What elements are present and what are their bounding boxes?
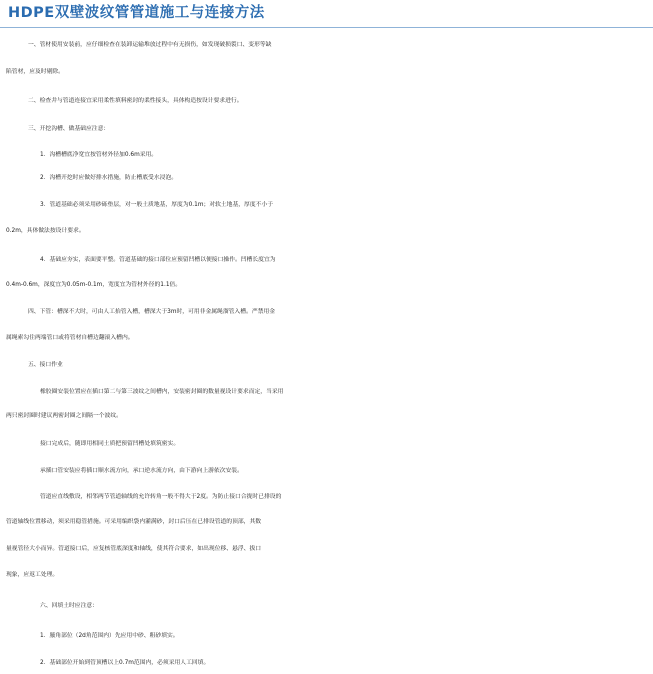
section-5-para-2: 接口完成后，随即用相同土质把预留凹槽处填筑密实。 bbox=[40, 441, 180, 447]
section-4-line-2: 属绳索勾住两端管口或将管材自槽边翻滚入槽内。 bbox=[6, 335, 134, 341]
section-5-heading: 五、接口作业 bbox=[28, 362, 63, 368]
section-3-item-3-line-2: 0.2m，具体做法按设计要求。 bbox=[6, 228, 85, 234]
section-3-item-1: 1．沟槽槽底净宽宜按管材外径加0.6m采用。 bbox=[40, 152, 158, 158]
section-3-heading: 三、开挖沟槽、做基础应注意： bbox=[28, 126, 110, 132]
section-6-heading: 六、回填土时应注意： bbox=[40, 603, 98, 609]
section-6-item-2: 2．基础部位开始到管顶槽以上0.7m范围内，必须采用人工回填。 bbox=[40, 660, 210, 666]
page-title: HDPE双壁波纹管管道施工与连接方法 bbox=[8, 5, 265, 21]
section-5-para-4-line-2: 管道轴线位置移动，须采用稳管措施。可采用编织袋内灌满砂，封口后压在已排设管道的顶部，其数 bbox=[6, 519, 262, 525]
section-3-item-4-line-1: 4．基础应夯实，表面要平整。管道基础的接口部位应预留凹槽以便接口操作。凹槽长度宜为 bbox=[40, 257, 276, 263]
section-5-para-3: 承插口管安装应将插口顺水流方向，承口逆水流方向，由下游向上游依次安装。 bbox=[40, 468, 243, 474]
section-5-para-4-line-4: 现象，应返工处理。 bbox=[6, 572, 59, 578]
section-3-item-3-line-1: 3．管道基础必须采用砂砾垫层，对一般土质地基，厚度为0.1m；对软土地基，厚度不小于 bbox=[40, 202, 274, 208]
section-2-line-1: 二、检查井与管道连接宜采用柔性填料密封的柔性接头，具体构造按设计要求进行。 bbox=[28, 98, 243, 104]
section-1-line-2: 陷管材，应及时剔除。 bbox=[6, 69, 64, 75]
section-6-item-1: 1．腋角部位（2d角范围内）先应用中砂、粗砂填实。 bbox=[40, 633, 179, 639]
section-5-para-4-line-3: 量视管径大小而异。管道接口后，应复核管底深度和轴线，使其符合要求，如出现位移、悬浮、拔口 bbox=[6, 546, 262, 552]
section-5-para-1-line-1: 橡胶圈安装位置应在插口第二与第三波纹之间槽内，安装密封圈的数量视设计要求而定，当采用 bbox=[40, 389, 284, 395]
section-4-line-1: 四、下管：槽深不大时，可由人工抬管入槽，槽深大于3m时，可用非金属绳溜管入槽。严禁用金 bbox=[28, 309, 276, 315]
section-5-para-4-line-1: 管道应直线敷设，相邻两节管道轴线的允许转角一般不得大于2度。为防止接口合拢时已排设的 bbox=[40, 494, 282, 500]
section-1-line-1: 一、管材使用安装前，应仔细检查在装卸运输堆放过程中有无损伤，如发现破损裂口、变形等缺 bbox=[28, 42, 272, 48]
section-3-item-4-line-2: 0.4m-0.6m，深度宜为0.05m-0.1m，宽度宜为管材外径的1.1倍。 bbox=[6, 282, 182, 288]
section-3-item-2: 2．沟槽开挖时应做好排水措施，防止槽底受水浸泡。 bbox=[40, 175, 178, 181]
title-divider bbox=[0, 27, 653, 28]
section-5-para-1-line-2: 两只密封圈时建议两密封圈之间隔一个波纹。 bbox=[6, 413, 122, 419]
